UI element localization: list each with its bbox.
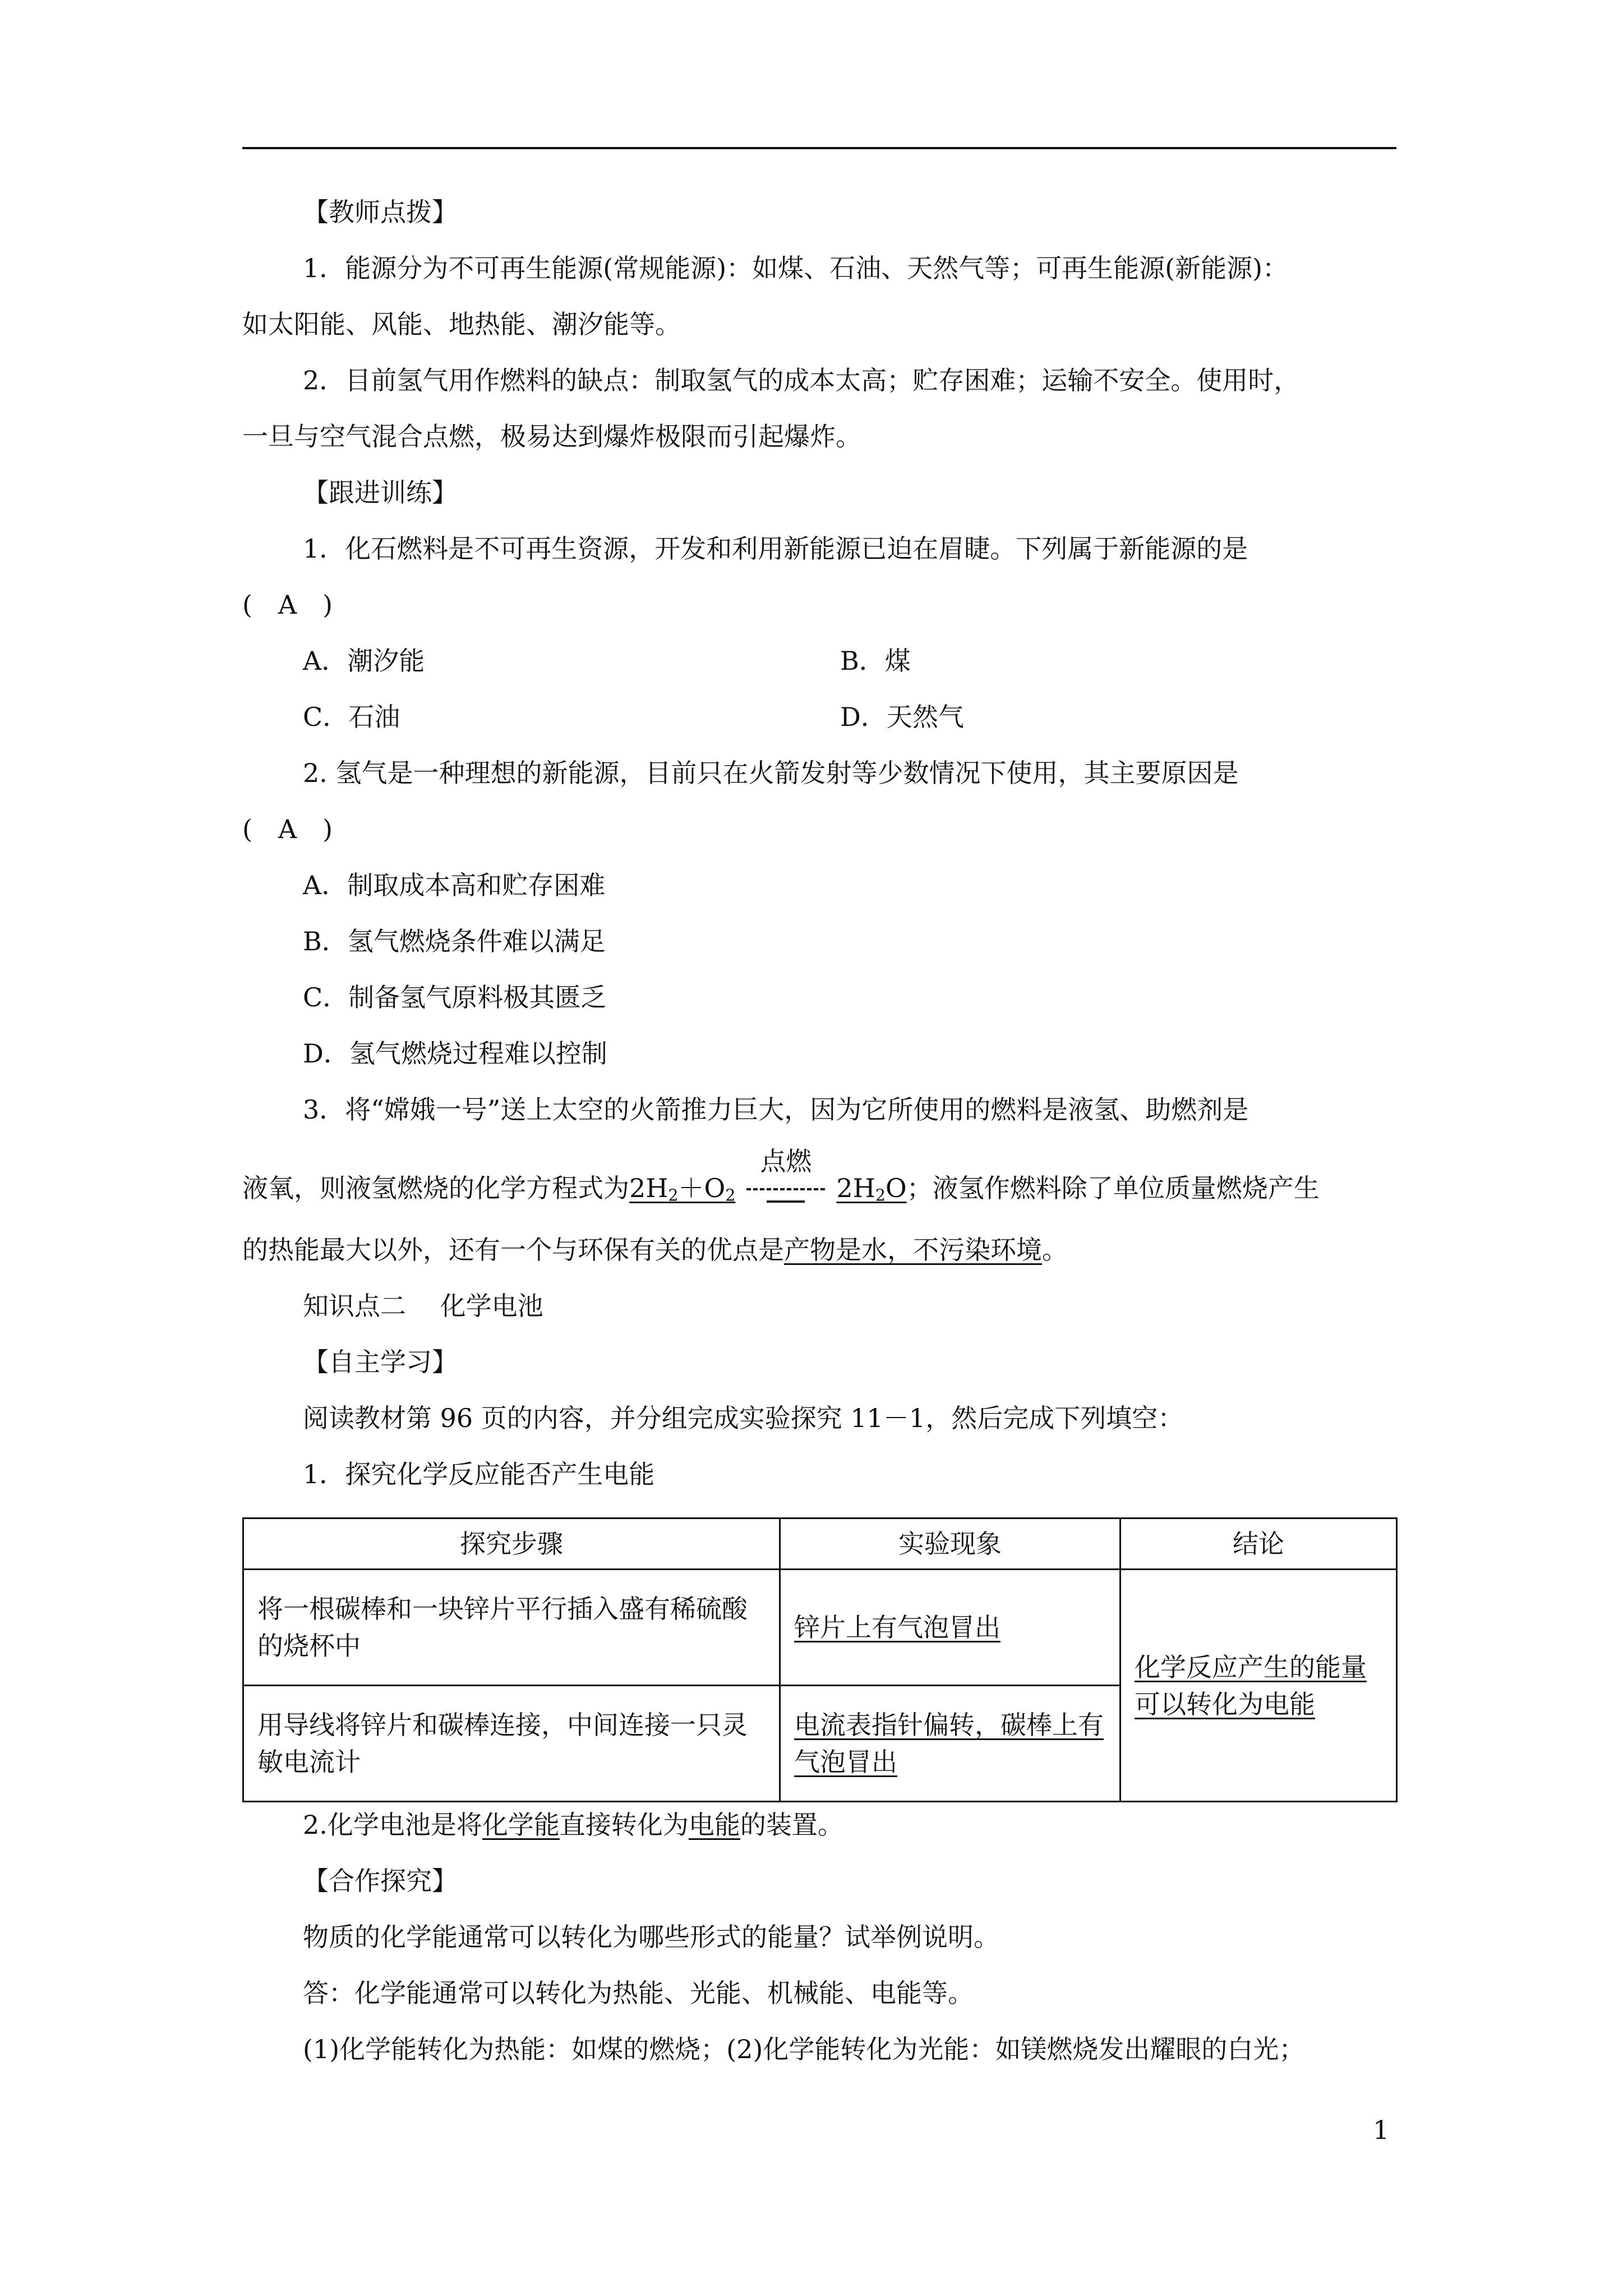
question-2-answer: ( A ) (242, 814, 333, 844)
question-3-line-1: 3．将“嫦娥一号”送上太空的火箭推力巨大，因为它所使用的燃料是液氢、助燃剂是 (303, 1094, 1249, 1125)
cooperative-inquiry-heading: 【合作探究】 (303, 1866, 458, 1896)
q3-text-after-equation: ；液氢作燃料除了单位质量燃烧产生 (906, 1173, 1320, 1203)
q1-option-d: D．天然气 (840, 702, 964, 732)
inquiry-answer-examples: (1)化学能转化为热能：如煤的燃烧；(2)化学能转化为光能：如镁燃烧发出耀眼的白光； (303, 2034, 1305, 2064)
reading-instruction: 阅读教材第 96 页的内容，并分组完成实验探究 11－1，然后完成下列填空： (303, 1403, 1184, 1433)
item-2-blank-2: 电能 (688, 1810, 740, 1840)
question-3-answer: 产物是水，不污染环境 (784, 1235, 1042, 1265)
header-rule (242, 147, 1396, 149)
equation-right-side: $2H_2O$ (836, 1173, 907, 1205)
question-1-line-1: 1．化石燃料是不可再生资源，开发和利用新能源已迫在眉睫。下列属于新能源的是 (303, 533, 1248, 564)
equation-condition-sign (746, 1146, 825, 1204)
training-heading: 【跟进训练】 (303, 477, 458, 508)
header-phenomenon: 实验现象 (780, 1519, 1121, 1570)
q3-text-before-equation: 液氧，则液氢燃烧的化学方程式为 (242, 1173, 629, 1203)
item-1-heading: 1．探究化学反应能否产生电能 (303, 1459, 655, 1489)
row-2-step: 用导线将锌片和碳棒连接，中间连接一只灵敏电流计 (243, 1686, 780, 1802)
knowledge-point-2-title: 知识点二 化学电池 (303, 1291, 543, 1321)
q2-option-a: A．制取成本高和贮存困难 (303, 870, 606, 900)
tip-1-line-1: 1．能源分为不可再生能源(常规能源)：如煤、石油、天然气等；可再生能源(新能源)： (303, 253, 1289, 283)
question-3-line-2 (242, 1146, 1320, 1211)
q2-option-c: C．制备氢气原料极其匮乏 (303, 982, 607, 1013)
q1-option-c: C．石油 (303, 702, 400, 732)
conclusion-cell: 化学反应产生的能量可以转化为电能 (1135, 1651, 1367, 1719)
question-1-answer: ( A ) (242, 590, 333, 620)
item-2-line: 2.化学电池是将化学能直接转化为电能的装置。 (303, 1810, 843, 1840)
q1-option-b: B．煤 (840, 646, 911, 676)
row-1-step: 将一根碳棒和一块锌片平行插入盛有稀硫酸的烧杯中 (243, 1570, 780, 1686)
table-row (243, 1570, 1397, 1686)
item-2-blank-1: 化学能 (482, 1810, 560, 1840)
experiment-table (242, 1517, 1398, 1802)
table-header-row (243, 1519, 1397, 1570)
q2-option-d: D．氢气燃烧过程难以控制 (303, 1038, 607, 1069)
q1-option-a: A．潮汐能 (303, 646, 425, 676)
teacher-tip-heading: 【教师点拨】 (303, 197, 458, 227)
header-conclusion: 结论 (1121, 1519, 1397, 1570)
tip-2-line-1: 2．目前氢气用作燃料的缺点：制取氢气的成本太高；贮存困难；运输不安全。使用时， (303, 365, 1300, 395)
page-number: 1 (1373, 2115, 1390, 2145)
row-2-observation: 电流表指针偏转，碳棒上有气泡冒出 (794, 1710, 1104, 1777)
inquiry-answer: 答：化学能通常可以转化为热能、光能、机械能、电能等。 (303, 1978, 974, 2008)
tip-2-line-2: 一旦与空气混合点燃，极易达到爆炸极限而引起爆炸。 (242, 421, 861, 452)
inquiry-question: 物质的化学能通常可以转化为哪些形式的能量？试举例说明。 (303, 1922, 999, 1952)
header-steps: 探究步骤 (243, 1519, 780, 1570)
question-3-line-3: 的热能最大以外，还有一个与环保有关的优点是产物是水，不污染环境。 (242, 1235, 1068, 1265)
question-2-line-1: 2. 氢气是一种理想的新能源，目前只在火箭发射等少数情况下使用，其主要原因是 (303, 758, 1239, 788)
equation-condition: 点燃 (760, 1146, 812, 1176)
tip-1-line-2: 如太阳能、风能、地热能、潮汐能等。 (242, 309, 681, 339)
self-study-heading: 【自主学习】 (303, 1347, 458, 1377)
q2-option-b: B．氢气燃烧条件难以满足 (303, 926, 606, 956)
equation-left-side: $2H_2+O_2$ (629, 1173, 736, 1205)
row-1-observation: 锌片上有气泡冒出 (794, 1612, 1000, 1642)
